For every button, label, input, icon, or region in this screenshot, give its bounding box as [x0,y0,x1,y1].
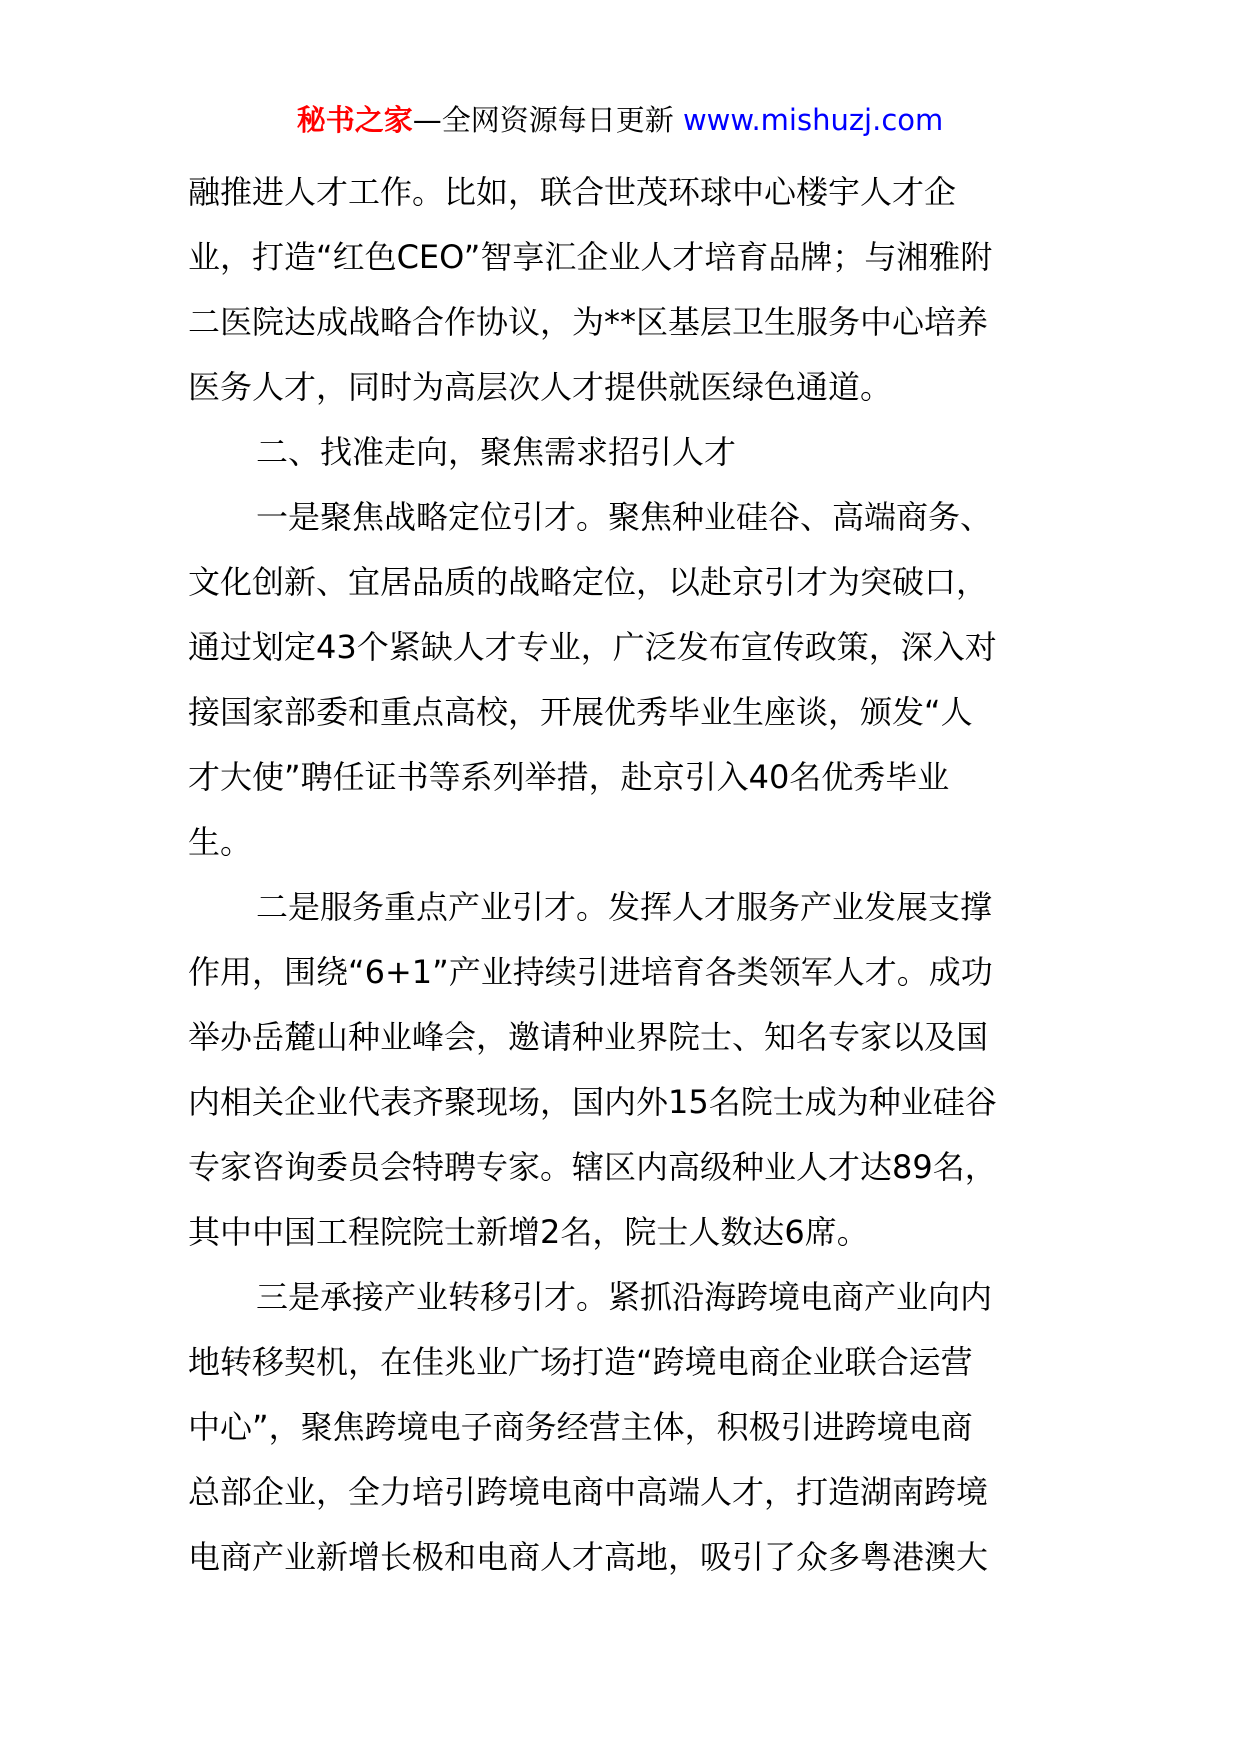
text-line: 业，打造“红色CEO”智享汇企业人才培育品牌；与湘雅附 [188,238,993,276]
text-line: 内相关企业代表齐聚现场，国内外15名院士成为种业硅谷 [188,1083,997,1121]
header-url: www.mishuzj.com [682,103,944,137]
text-line: 举办岳麓山种业峰会，邀请种业界院士、知名专家以及国 [188,1018,989,1056]
text-line: 中心”，聚焦跨境电子商务经营主体，积极引进跨境电商 [188,1408,973,1446]
document-body [188,160,1058,1590]
text-line: 电商产业新增长极和电商人才高地，吸引了众多粤港澳大 [188,1538,989,1576]
text-line: 作用，围绕“6+1”产业持续引进培育各类领军人才。成功 [188,953,993,991]
text-line: 一是聚焦战略定位引才。聚焦种业硅谷、高端商务、 [256,498,993,536]
text-line: 接国家部委和重点高校，开展优秀毕业生座谈，颁发“人 [188,693,973,731]
text-line: 其中中国工程院院士新增2名，院士人数达6席。 [188,1213,869,1251]
text-line: 专家咨询委员会特聘专家。辖区内高级种业人才达89名， [188,1148,997,1186]
header-tagline: —全网资源每日更新 [412,103,683,137]
text-line: 二医院达成战略合作协议，为**区基层卫生服务中心培养 [188,303,989,341]
text-line: 通过划定43个紧缺人才专业，广泛发布宣传政策，深入对 [188,628,997,666]
text-line: 才大使”聘任证书等系列举措，赴京引入40名优秀毕业 [188,758,950,796]
page-header [0,100,1240,140]
text-line: 三是承接产业转移引才。紧抓沿海跨境电商产业向内 [256,1278,993,1316]
text-line: 二是服务重点产业引才。发挥人才服务产业发展支撑 [256,888,993,926]
text-line: 生。 [188,823,253,861]
text-line: 融推进人才工作。比如，联合世茂环球中心楼宇人才企 [188,173,957,211]
text-line: 文化创新、宜居品质的战略定位，以赴京引才为突破口， [188,563,989,601]
text-line: 总部企业，全力培引跨境电商中高端人才，打造湖南跨境 [188,1473,989,1511]
section-heading: 二、找准走向，聚焦需求招引人才 [256,433,737,471]
text-line: 医务人才，同时为高层次人才提供就医绿色通道。 [188,368,893,406]
text-line: 地转移契机，在佳兆业广场打造“跨境电商企业联合运营 [188,1343,973,1381]
brand-name: 秘书之家 [296,103,413,137]
